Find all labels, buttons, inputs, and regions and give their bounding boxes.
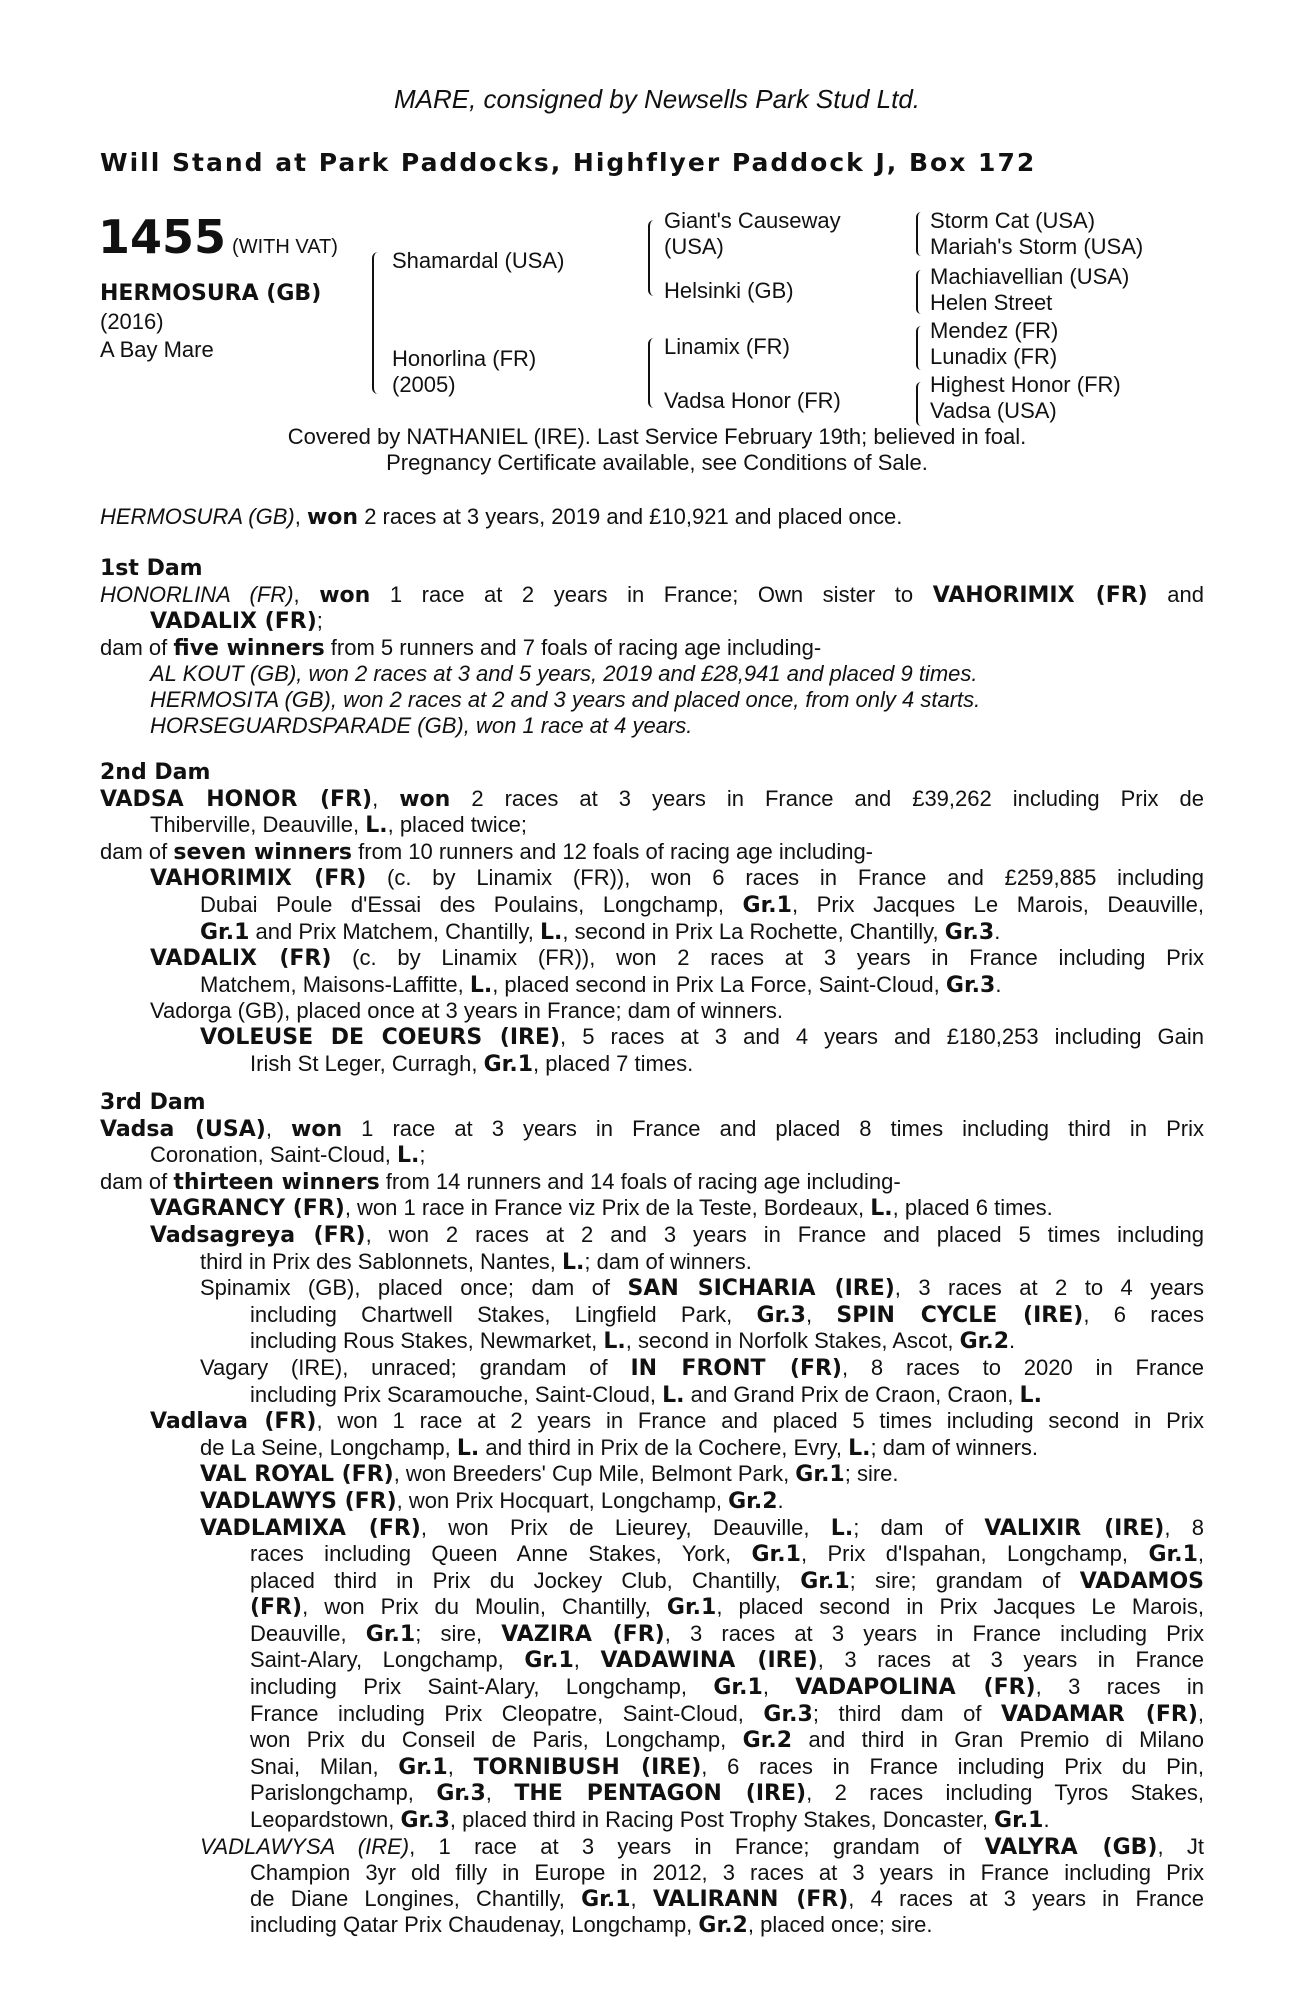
pedigree-dam: Honorlina (FR) (392, 346, 537, 371)
progeny-line (100, 1488, 1204, 1515)
second-dam-line (100, 812, 1204, 839)
second-dam-line (100, 839, 1204, 866)
progeny-line (100, 1515, 1204, 1542)
text: including Chartwell Stakes, Lingfield Park, (250, 1301, 757, 1327)
pedigree-ddd: Vadsa (USA) (930, 398, 1057, 423)
progeny-line (100, 1382, 1204, 1409)
text: , (1197, 1700, 1204, 1726)
grade: Gr.2 (959, 1329, 1010, 1355)
progeny-line (100, 945, 1204, 972)
text: ; dam of winners. (870, 1434, 1039, 1460)
text: 2 races at 3 years in France and £39,262 including Prix de (450, 785, 1204, 811)
progeny-line (100, 1594, 1204, 1621)
winners-count: five winners (173, 635, 325, 661)
grade: Gr.3 (756, 1302, 806, 1328)
progeny-line (100, 1051, 1204, 1078)
summary-line: HERMOSURA (GB), won 2 races at 3 years, 2019 and £10,921 and placed once. (100, 504, 903, 530)
first-dam-name: HONORLINA (FR) (100, 581, 294, 607)
text: ; third dam of (812, 1700, 1002, 1726)
text: , placed twice; (387, 812, 527, 838)
won-label: won (319, 582, 371, 608)
grade: Gr.3 (944, 919, 995, 945)
text: (c. by Linamix (FR)), won 2 races at 3 years in France including Prix (331, 945, 1204, 971)
second-dam-section (100, 760, 1204, 1077)
text: , 5 races at 3 and 4 years and £180,253 including Gain (560, 1023, 1204, 1049)
progeny-line (100, 919, 1204, 946)
progeny-line (100, 1674, 1204, 1701)
first-dam-section (100, 556, 1204, 738)
progeny-name: VADALIX (FR) (150, 946, 332, 972)
winners-count: thirteen winners (173, 1169, 380, 1195)
text: dam of (100, 838, 174, 864)
progeny-name: TORNIBUSH (IRE) (473, 1754, 702, 1780)
text: , 2 races including Tyros Stakes, (806, 1780, 1204, 1806)
grade: Gr.3 (436, 1781, 486, 1807)
text: and third in Gran Premio di Milano (792, 1727, 1204, 1753)
progeny-line (100, 1701, 1204, 1728)
progeny-name: VALIXIR (IRE) (984, 1515, 1165, 1541)
text: Leopardstown, (250, 1807, 401, 1833)
second-dam-line (100, 786, 1204, 813)
text: , placed third in Racing Post Trophy Stakes, Doncaster, (449, 1807, 995, 1833)
text: , won Prix du Moulin, Chantilly, (302, 1594, 667, 1620)
text: Vagary (IRE), unraced; grandam of (200, 1354, 631, 1380)
progeny-name: VAL ROYAL (FR) (200, 1462, 394, 1488)
progeny-line (100, 1780, 1204, 1807)
pedigree-dam-dam: Vadsa Honor (FR) (664, 388, 841, 413)
text: dam of (100, 634, 174, 660)
third-dam-heading: 3rd Dam (100, 1090, 206, 1115)
second-dam-heading: 2nd Dam (100, 760, 211, 785)
grade: L. (830, 1515, 854, 1541)
progeny-name: SAN SICHARIA (IRE) (627, 1276, 895, 1302)
third-dam-section (100, 1090, 1204, 1939)
pedigree-brace-dam (648, 338, 660, 408)
progeny-name: VADAPOLINA (FR) (795, 1675, 1036, 1701)
progeny-name: THE PENTAGON (IRE) (514, 1781, 807, 1807)
grade: Gr.3 (945, 972, 996, 998)
text: and third in Prix de la Cochere, Evry, (479, 1434, 849, 1460)
text: , 3 races at 2 to 4 years (894, 1275, 1204, 1301)
progeny-line (100, 1541, 1204, 1568)
pedigree-dam-year: (2005) (392, 372, 456, 397)
text: and Grand Prix de Craon, Craon, (684, 1381, 1020, 1407)
pedigree-brace-sd (916, 270, 926, 314)
lot-number-block (98, 210, 338, 264)
grade: Gr.1 (1148, 1542, 1198, 1568)
progeny-name: VADLAWYSA (IRE) (200, 1833, 410, 1859)
progeny-item: AL KOUT (GB), won 2 races at 3 and 5 years, 2019 and £28,941 and placed 9 times. (150, 661, 978, 687)
progeny-line (100, 972, 1204, 999)
summary-rest: 2 races at 3 years, 2019 and £10,921 and placed once. (358, 504, 903, 529)
pedigree-sss: Storm Cat (USA) (930, 208, 1096, 233)
progeny-name: VAHORIMIX (FR) (150, 866, 367, 892)
grade: Gr.3 (763, 1701, 813, 1727)
text: Deauville, (250, 1620, 366, 1646)
summary-name: HERMOSURA (GB) (100, 504, 295, 529)
grade: L. (870, 1196, 893, 1222)
won-label: won (399, 786, 451, 812)
pedigree-brace-ds (916, 326, 926, 370)
grade: L. (469, 972, 493, 998)
pedigree-sdd: Helen Street (930, 290, 1053, 315)
text: third in Prix des Sablonnets, Nantes, (200, 1248, 562, 1274)
consignor-line: MARE, consigned by Newsells Park Stud Ltd. (393, 84, 921, 114)
text: , 4 races at 3 years in France (848, 1885, 1204, 1911)
sep: , (293, 581, 320, 607)
progeny-line (100, 1408, 1204, 1435)
text: , second in Prix La Rochette, Chantilly, (562, 918, 945, 944)
text: Coronation, Saint-Cloud, (150, 1142, 398, 1168)
third-dam-name: Vadsa (USA) (100, 1116, 266, 1142)
text: , 8 races to 2020 in France (841, 1354, 1204, 1380)
grade: Gr.2 (698, 1913, 748, 1939)
text: , won Prix de Lieurey, Deauville, (420, 1514, 831, 1540)
grade: L. (603, 1329, 626, 1355)
text: , 8 (1164, 1514, 1205, 1540)
grade: L. (561, 1249, 585, 1275)
progeny-name: VADAMOS (1079, 1568, 1204, 1594)
text: from 10 runners and 12 foals of racing age including- (352, 838, 874, 864)
grade: Gr.1 (666, 1595, 717, 1621)
first-dam-heading: 1st Dam (100, 556, 203, 581)
pedigree-brace-main (372, 252, 384, 394)
progeny-line (100, 1912, 1204, 1939)
third-dam-line (100, 1142, 1204, 1169)
covered-line-1: Covered by NATHANIEL (IRE). Last Service February 19th; believed in foal. (287, 424, 1027, 449)
text: . (777, 1487, 784, 1513)
text: including Prix Scaramouche, Saint-Cloud, (250, 1381, 663, 1407)
grade: L. (1019, 1382, 1042, 1408)
horse-name: HERMOSURA (GB) (100, 281, 322, 306)
text: Irish St Leger, Curragh, (250, 1050, 484, 1076)
grade: Gr.1 (713, 1675, 763, 1701)
text: . (994, 918, 1001, 944)
progeny-line (100, 1328, 1204, 1355)
grade: L. (662, 1382, 685, 1408)
sep: , (265, 1115, 291, 1141)
progeny-line (100, 1275, 1204, 1302)
text: ; dam of winners. (584, 1248, 752, 1274)
grade: Gr.1 (751, 1542, 801, 1568)
pedigree-ssd: Mariah's Storm (USA) (930, 234, 1144, 259)
progeny-line (100, 1754, 1204, 1781)
won-label: won (291, 1116, 343, 1142)
text: Dubai Poule d'Essai des Poulains, Longchamp, (200, 891, 743, 917)
text: , 6 races in France including Prix du Pin, (701, 1753, 1204, 1779)
text: , (485, 1780, 515, 1806)
text: France including Prix Cleopatre, Saint-Cloud, (250, 1700, 764, 1726)
text: and Prix Matchem, Chantilly, (249, 918, 541, 944)
progeny-line (100, 1647, 1204, 1674)
covered-line-2: Pregnancy Certificate available, see Conditions of Sale. (386, 450, 928, 475)
text: won Prix du Conseil de Paris, Longchamp, (250, 1727, 743, 1753)
text: Snai, Milan, (250, 1753, 399, 1779)
text: . (995, 971, 1002, 997)
progeny-line (100, 1222, 1204, 1249)
progeny-name: VADAMAR (FR) (1001, 1701, 1198, 1727)
vat-note: (WITH VAT) (232, 236, 338, 258)
text: including Rous Stakes, Newmarket, (250, 1328, 604, 1354)
text: placed third in Prix du Jockey Club, Chantilly, (250, 1567, 801, 1593)
text: ; sire, (415, 1620, 502, 1646)
progeny-line: Champion 3yr old filly in Europe in 2012, 3 races at 3 years in France including Prix (250, 1860, 1204, 1886)
grade: Gr.1 (581, 1886, 631, 1912)
progeny-name: IN FRONT (FR) (630, 1355, 842, 1381)
text: ; dam of (853, 1514, 985, 1540)
text: , (573, 1647, 601, 1673)
progeny-line (100, 1461, 1204, 1488)
text: from 14 runners and 14 foals of racing age including- (379, 1168, 901, 1194)
text: Matchem, Maisons-Laffitte, (200, 971, 470, 997)
text: , second in Norfolk Stakes, Ascot, (625, 1328, 960, 1354)
progeny-item: HERMOSITA (GB), won 2 races at 2 and 3 years and placed once, from only 4 starts. (150, 686, 981, 712)
text: Spinamix (GB), placed once; dam of (200, 1275, 628, 1301)
pedigree-sire-dam: Helsinki (GB) (664, 278, 794, 303)
text: , won Breeders' Cup Mile, Belmont Park, (393, 1461, 796, 1487)
progeny-line (100, 892, 1204, 919)
progeny-name: VAGRANCY (FR) (150, 1196, 345, 1222)
progeny-name: Vadsagreya (FR) (150, 1222, 366, 1248)
text: , Jt (1157, 1833, 1204, 1859)
sibling-name: VADALIX (FR) (150, 609, 317, 635)
progeny-name: VADAWINA (IRE) (600, 1648, 818, 1674)
grade: Gr.1 (483, 1051, 533, 1077)
pedigree-sire-sire: Giant's Causeway (664, 208, 841, 233)
text: Parislongchamp, (250, 1780, 437, 1806)
grade: Gr.1 (365, 1621, 416, 1647)
text: , Prix d'Ispahan, Longchamp, (800, 1541, 1149, 1567)
pedigree-dam-sire: Linamix (FR) (664, 334, 790, 359)
progeny-name: VADLAWYS (FR) (200, 1488, 397, 1514)
grade: Gr.3 (400, 1808, 450, 1834)
grade: Gr.1 (795, 1462, 845, 1488)
grade: Gr.1 (994, 1808, 1044, 1834)
text: and (1147, 581, 1204, 607)
sibling-name: VAHORIMIX (FR) (932, 582, 1148, 608)
text: , placed second in Prix La Force, Saint-Cloud, (492, 971, 946, 997)
grade: Gr.1 (800, 1568, 850, 1594)
summary-won: won (306, 505, 359, 530)
covered-note (0, 424, 1314, 476)
text: 1 race at 2 years in France; Own sister to (370, 581, 933, 607)
grade: L. (397, 1143, 420, 1169)
text: ; (419, 1142, 426, 1168)
progeny-line (100, 1886, 1204, 1913)
stand-location: Will Stand at Park Paddocks, Highflyer Paddock J, Box 172 (100, 148, 1037, 177)
text: Thiberville, Deauville, (150, 812, 366, 838)
progeny-line (100, 1807, 1204, 1834)
text: . (1009, 1328, 1016, 1354)
progeny-name: VALIRANN (FR) (652, 1886, 849, 1912)
progeny-name: SPIN CYCLE (IRE) (836, 1302, 1084, 1328)
text: , placed second in Prix Jacques Le Marois, (716, 1594, 1204, 1620)
grade: L. (540, 919, 563, 945)
progeny-line (100, 1621, 1204, 1648)
progeny-name: VOLEUSE DE COEURS (IRE) (200, 1024, 561, 1050)
text: , 6 races (1083, 1301, 1205, 1327)
grade: L. (456, 1435, 480, 1461)
text: 1 race at 3 years in France and placed 8 times including third in Prix (342, 1115, 1204, 1141)
pedigree-dss: Mendez (FR) (930, 318, 1059, 343)
winners-count: seven winners (173, 839, 353, 865)
text: , won 2 races at 2 and 3 years in France and placed 5 times including (365, 1221, 1204, 1247)
text: , (447, 1753, 474, 1779)
text: , won Prix Hocquart, Longchamp, (396, 1487, 729, 1513)
text: ; sire; grandam of (849, 1567, 1080, 1593)
text: including Qatar Prix Chaudenay, Longchamp, (250, 1912, 699, 1938)
text: , won 1 race at 2 years in France and placed 5 times including second in Prix (316, 1408, 1204, 1434)
horse-year: (2016) (100, 309, 164, 334)
text: dam of (100, 1168, 174, 1194)
text: , (1197, 1541, 1204, 1567)
progeny-line (100, 865, 1204, 892)
text: including Prix Saint-Alary, Longchamp, (250, 1674, 714, 1700)
progeny-line (100, 1435, 1204, 1462)
text: ; sire. (844, 1461, 899, 1487)
text: , placed 6 times. (892, 1195, 1053, 1221)
pedigree-brace-ss (916, 212, 926, 256)
pedigree-sds: Machiavellian (USA) (930, 264, 1130, 289)
text: , 1 race at 3 years in France; grandam of (409, 1833, 985, 1859)
lot-number: 1455 (98, 210, 227, 264)
text: , Prix Jacques Le Marois, Deauville, (791, 891, 1205, 917)
pedigree-dsd: Lunadix (FR) (930, 344, 1058, 369)
grade: Gr.1 (200, 919, 250, 945)
progeny-name: VADLAMIXA (FR) (200, 1515, 421, 1541)
pedigree-sire-sire-2: (USA) (664, 234, 724, 259)
progeny-line (100, 1568, 1204, 1595)
pedigree-dds: Highest Honor (FR) (930, 372, 1121, 397)
text: , placed once; sire. (747, 1912, 933, 1938)
grade: Gr.1 (524, 1648, 574, 1674)
horse-type: A Bay Mare (100, 337, 214, 362)
horse-info (100, 280, 321, 364)
text: de Diane Longines, Chantilly, (250, 1885, 582, 1911)
progeny-line (100, 1727, 1204, 1754)
progeny-name: VAZIRA (FR) (501, 1621, 665, 1647)
grade: Gr.1 (742, 892, 792, 918)
first-dam-line (100, 582, 1204, 609)
grade: Gr.1 (398, 1754, 448, 1780)
text: , (805, 1301, 837, 1327)
progeny-item: HORSEGUARDSPARADE (GB), won 1 race at 4 years. (150, 712, 693, 738)
pedigree-sire: Shamardal (USA) (392, 248, 565, 273)
text: , 3 races in (1035, 1674, 1204, 1700)
third-dam-line (100, 1116, 1204, 1143)
third-dam-line (100, 1169, 1204, 1196)
first-dam-line (100, 635, 1204, 662)
text: , (762, 1674, 796, 1700)
text: , (630, 1885, 653, 1911)
text: , won 1 race in France viz Prix de la Teste, Bordeaux, (344, 1195, 871, 1221)
text: races including Queen Anne Stakes, York, (250, 1541, 752, 1567)
text: ; (316, 608, 323, 634)
text: de La Seine, Longchamp, (200, 1434, 457, 1460)
second-dam-name: VADSA HONOR (FR) (100, 786, 373, 812)
progeny-line (100, 1249, 1204, 1276)
first-dam-line (100, 608, 1204, 635)
text: , placed 7 times. (533, 1050, 694, 1076)
progeny-name: Vadlava (FR) (150, 1409, 317, 1435)
sep: , (372, 785, 400, 811)
pedigree-brace-dd (916, 382, 926, 426)
pedigree-brace-sire (648, 220, 660, 296)
text: (c. by Linamix (FR)), won 6 races in France and £259,885 including (366, 865, 1204, 891)
progeny-line: Vadorga (GB), placed once at 3 years in France; dam of winners. (150, 998, 784, 1024)
grade: L. (365, 813, 388, 839)
grade: Gr.2 (728, 1488, 778, 1514)
progeny-line (100, 1355, 1204, 1382)
progeny-name: VALYRA (GB) (984, 1834, 1158, 1860)
text: , 3 races at 3 years in France (817, 1647, 1204, 1673)
grade: Gr.2 (742, 1728, 793, 1754)
progeny-name: (FR) (250, 1595, 303, 1621)
progeny-line (100, 1834, 1204, 1861)
text: from 5 runners and 7 foals of racing age including- (324, 634, 822, 660)
grade: L. (848, 1435, 871, 1461)
progeny-line (100, 1024, 1204, 1051)
text: Saint-Alary, Longchamp, (250, 1647, 525, 1673)
text: , 3 races at 3 years in France including Prix (664, 1620, 1205, 1646)
progeny-line (100, 1195, 1204, 1222)
progeny-line (100, 1302, 1204, 1329)
text: . (1043, 1807, 1050, 1833)
